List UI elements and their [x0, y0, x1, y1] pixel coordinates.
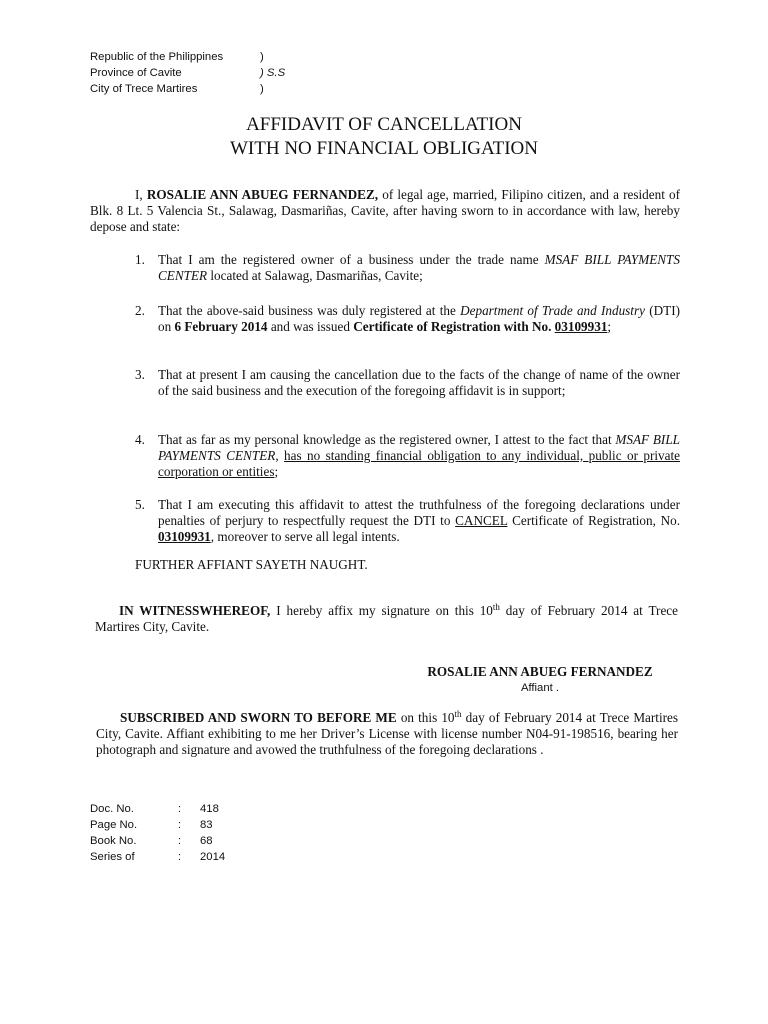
doc-ref-label: Book No. [90, 835, 137, 847]
doc-ref-row [90, 801, 225, 817]
certificate-number: 03109931 [158, 529, 211, 544]
agency-name: Department of Trade and Industry [460, 303, 645, 318]
witness-text: I hereby affix my signature on this 10 [270, 603, 493, 618]
affiant-block [370, 664, 710, 696]
doc-ref-row [90, 833, 225, 849]
item-text-part: located at Salawag, Dasmariñas, Cavite; [207, 268, 423, 283]
venue-paren: ) [260, 51, 264, 63]
item-text-part: (DTI) on [158, 303, 680, 334]
jurat-paragraph [96, 710, 678, 758]
item-text-part: ; [274, 464, 279, 479]
item-text [158, 432, 680, 480]
cancel-word: CANCEL [455, 513, 508, 528]
witness-paragraph [95, 603, 678, 635]
witness-text: day of February 2014 at Trece Martires City, Cavite. [95, 603, 678, 634]
list-item [135, 432, 680, 480]
further-affiant: FURTHER AFFIANT SAYETH NAUGHT. [135, 557, 368, 572]
notarial-reference [90, 801, 225, 865]
item-text-part: That as far as my personal knowledge as the registered owner, I attest to the fact that [158, 432, 616, 447]
doc-ref-colon: : [178, 835, 182, 847]
doc-ref-value: 2014 [200, 851, 226, 863]
doc-ref-value: 83 [200, 819, 213, 831]
venue-country: Republic of the Philippines [90, 51, 224, 63]
affiant-name-inline: ROSALIE ANN ABUEG FERNANDEZ, [146, 187, 379, 202]
list-item [135, 367, 680, 399]
doc-ref-value: 418 [200, 803, 219, 815]
item-text-part: , moreover to serve all legal intents. [210, 529, 400, 544]
item-text-part: That I am executing this affidavit to attest the truthfulness of the foregoing declarations under penalties of perjury to respectfully request the DTI to [158, 497, 680, 528]
document-title [0, 113, 768, 161]
intro-paragraph [90, 187, 680, 235]
doc-ref-label: Series of [90, 851, 135, 863]
list-item [135, 303, 680, 335]
venue-line [90, 81, 285, 97]
item-text-part: , [275, 448, 285, 463]
item-number: 1. [135, 252, 145, 267]
item-text [158, 252, 680, 284]
item-text-part: That I am the registered owner of a business under the trade name [158, 252, 545, 267]
jurat-text: day of February 2014 at Trece Martires City, Cavite. Affiant exhibiting to me her Driver’s License with license number N04-91-198516, bearing her photograph and signature and avowed the truthfulness of the foregoing declarations . [96, 710, 678, 757]
doc-ref-row [90, 817, 225, 833]
title-line-1: AFFIDAVIT OF CANCELLATION [246, 114, 522, 135]
doc-ref-colon: : [178, 819, 182, 831]
certificate-label: Certificate of Registration with No. [353, 319, 555, 334]
item-text: That at present I am causing the cancellation due to the facts of the change of name of the owner of the said business and the execution of the foregoing affidavit is in support; [158, 367, 680, 398]
doc-ref-colon: : [178, 851, 182, 863]
no-obligation-statement: has no standing financial obligation to any individual, public or private corporation or entities [158, 448, 681, 479]
item-number: 5. [135, 497, 145, 512]
doc-ref-value: 68 [200, 835, 213, 847]
item-number: 4. [135, 432, 145, 447]
trade-name: MSAF BILL PAYMENTS CENTER [158, 252, 680, 283]
item-number: 2. [135, 303, 145, 318]
item-text-part: That the above-said business was duly registered at the [158, 303, 461, 318]
jurat-text: on this 10 [396, 710, 455, 725]
registration-date: 6 February 2014 [174, 319, 268, 334]
certificate-number: 03109931 [554, 319, 608, 334]
intro-text: of legal age, married, Filipino citizen, and a resident of Blk. 8 Lt. 5 Valencia St., Salawag, Dasmariñas, Cavite, after having sworn to in accordance with law, hereby depose and state: [90, 187, 681, 234]
venue-line [90, 65, 285, 81]
item-text-part: ; [607, 319, 612, 334]
item-text-part: Certificate of Registration, No. [507, 513, 680, 528]
venue-line [90, 49, 285, 65]
item-text [158, 497, 680, 545]
venue-city: City of Trece Martires [90, 83, 198, 95]
doc-ref-colon: : [178, 803, 182, 815]
venue-paren: ) [260, 83, 264, 95]
jurat-heading: SUBSCRIBED AND SWORN TO BEFORE ME [120, 710, 397, 725]
item-text-part: and was issued [267, 319, 354, 334]
affiant-label: Affiant . [520, 682, 560, 694]
list-item [135, 252, 680, 284]
trade-name: MSAF BILL PAYMENTS CENTER [158, 432, 680, 463]
doc-ref-label: Page No. [90, 819, 138, 831]
intro-prefix: I, [135, 187, 147, 202]
doc-ref-row [90, 849, 225, 865]
ordinal-suffix: th [454, 709, 462, 719]
venue-ss: ) S.S [260, 67, 286, 79]
doc-ref-label: Doc. No. [90, 803, 134, 815]
item-number: 3. [135, 367, 145, 382]
list-item [135, 497, 680, 545]
title-line-2: WITH NO FINANCIAL OBLIGATION [230, 138, 538, 159]
item-text [158, 303, 680, 335]
venue-province: Province of Cavite [90, 67, 182, 79]
venue-block [90, 49, 285, 97]
affiant-name: ROSALIE ANN ABUEG FERNANDEZ [427, 664, 653, 679]
ordinal-suffix: th [492, 602, 500, 612]
witness-heading: IN WITNESSWHEREOF, [119, 603, 271, 618]
